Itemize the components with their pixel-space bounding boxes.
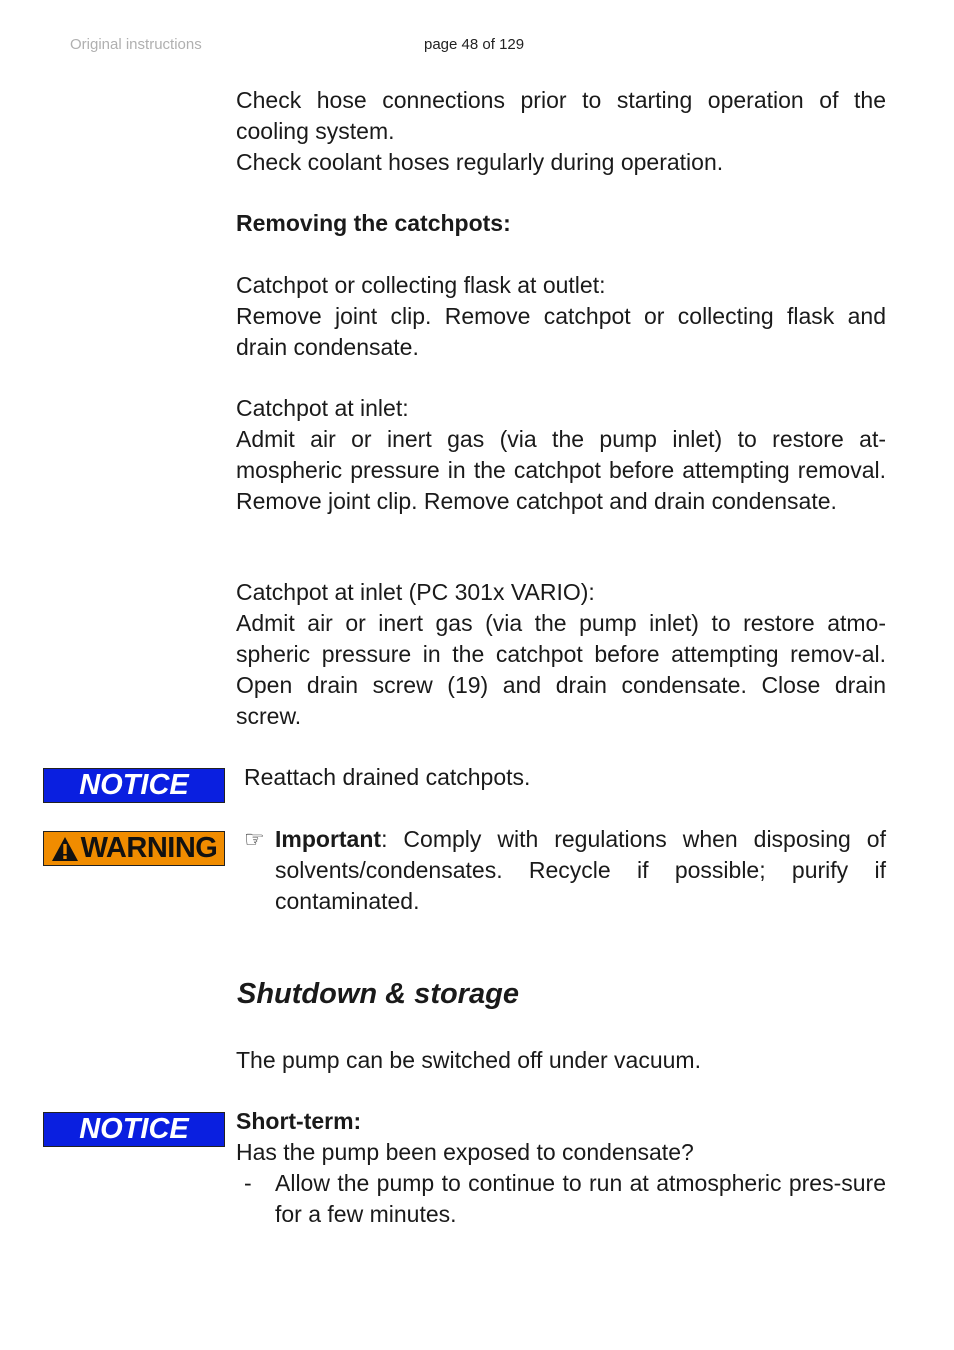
inlet-block [236, 393, 886, 517]
notice-badge-short-term [43, 1112, 225, 1147]
warning-badge-label: WARNING [80, 832, 218, 864]
short-term-block [236, 1106, 886, 1168]
short-term-item-text: Allow the pump to continue to run at atmospheric pres-sure for a few minutes. [275, 1170, 886, 1227]
section-heading: Shutdown & storage [237, 978, 519, 1010]
short-term-label: Short-term: [236, 1108, 362, 1134]
running-header-left: Original instructions [70, 36, 202, 53]
inlet-label: Catchpot at inlet: [236, 395, 409, 421]
outlet-text: Remove joint clip. Remove catchpot or collecting flask and drain condensate. [236, 303, 886, 360]
notice-badge-label: NOTICE [79, 1113, 189, 1145]
outlet-block [236, 270, 886, 363]
dash-marker: - [244, 1170, 252, 1196]
warning-triangle-icon [51, 836, 79, 862]
important-note [244, 824, 886, 917]
notice-badge-label: NOTICE [79, 769, 189, 801]
hose-check-text: Check hose connections prior to starting operation of the cooling system. [236, 87, 886, 144]
warning-badge [43, 831, 225, 866]
outlet-label: Catchpot or collecting flask at outlet: [236, 272, 606, 298]
pointing-hand-icon: ☞ [244, 826, 265, 852]
vario-text: Admit air or inert gas (via the pump inlet) to restore atmo-spheric pressure in the catchpot before attempting remov-al. Open drain screw (19) and drain condensate. Close drain screw. [236, 610, 886, 729]
hose-check-block [236, 85, 886, 178]
vario-label: Catchpot at inlet (PC 301x VARIO): [236, 579, 595, 605]
important-label: Important [275, 826, 382, 852]
vario-block [236, 577, 886, 732]
short-term-question: Has the pump been exposed to condensate? [236, 1139, 694, 1165]
reattach-text: Reattach drained catchpots. [244, 764, 531, 790]
switch-off-text: The pump can be switched off under vacuum. [236, 1047, 701, 1073]
notice-badge [43, 768, 225, 803]
important-body: : Comply with regulations when disposing of solvents/condensates. Recycle if possible; purify if contaminated. [275, 826, 886, 914]
removing-catchpots-heading: Removing the catchpots: [236, 210, 511, 236]
page-number: page 48 of 129 [424, 36, 525, 53]
important-note-text [275, 824, 886, 917]
coolant-check-text: Check coolant hoses regularly during operation. [236, 149, 724, 175]
inlet-text: Admit air or inert gas (via the pump inlet) to restore at-mospheric pressure in the catchpot before attempting removal. Remove joint clip. Remove catchpot and drain condensate. [236, 426, 886, 514]
short-term-list-item [244, 1168, 886, 1230]
